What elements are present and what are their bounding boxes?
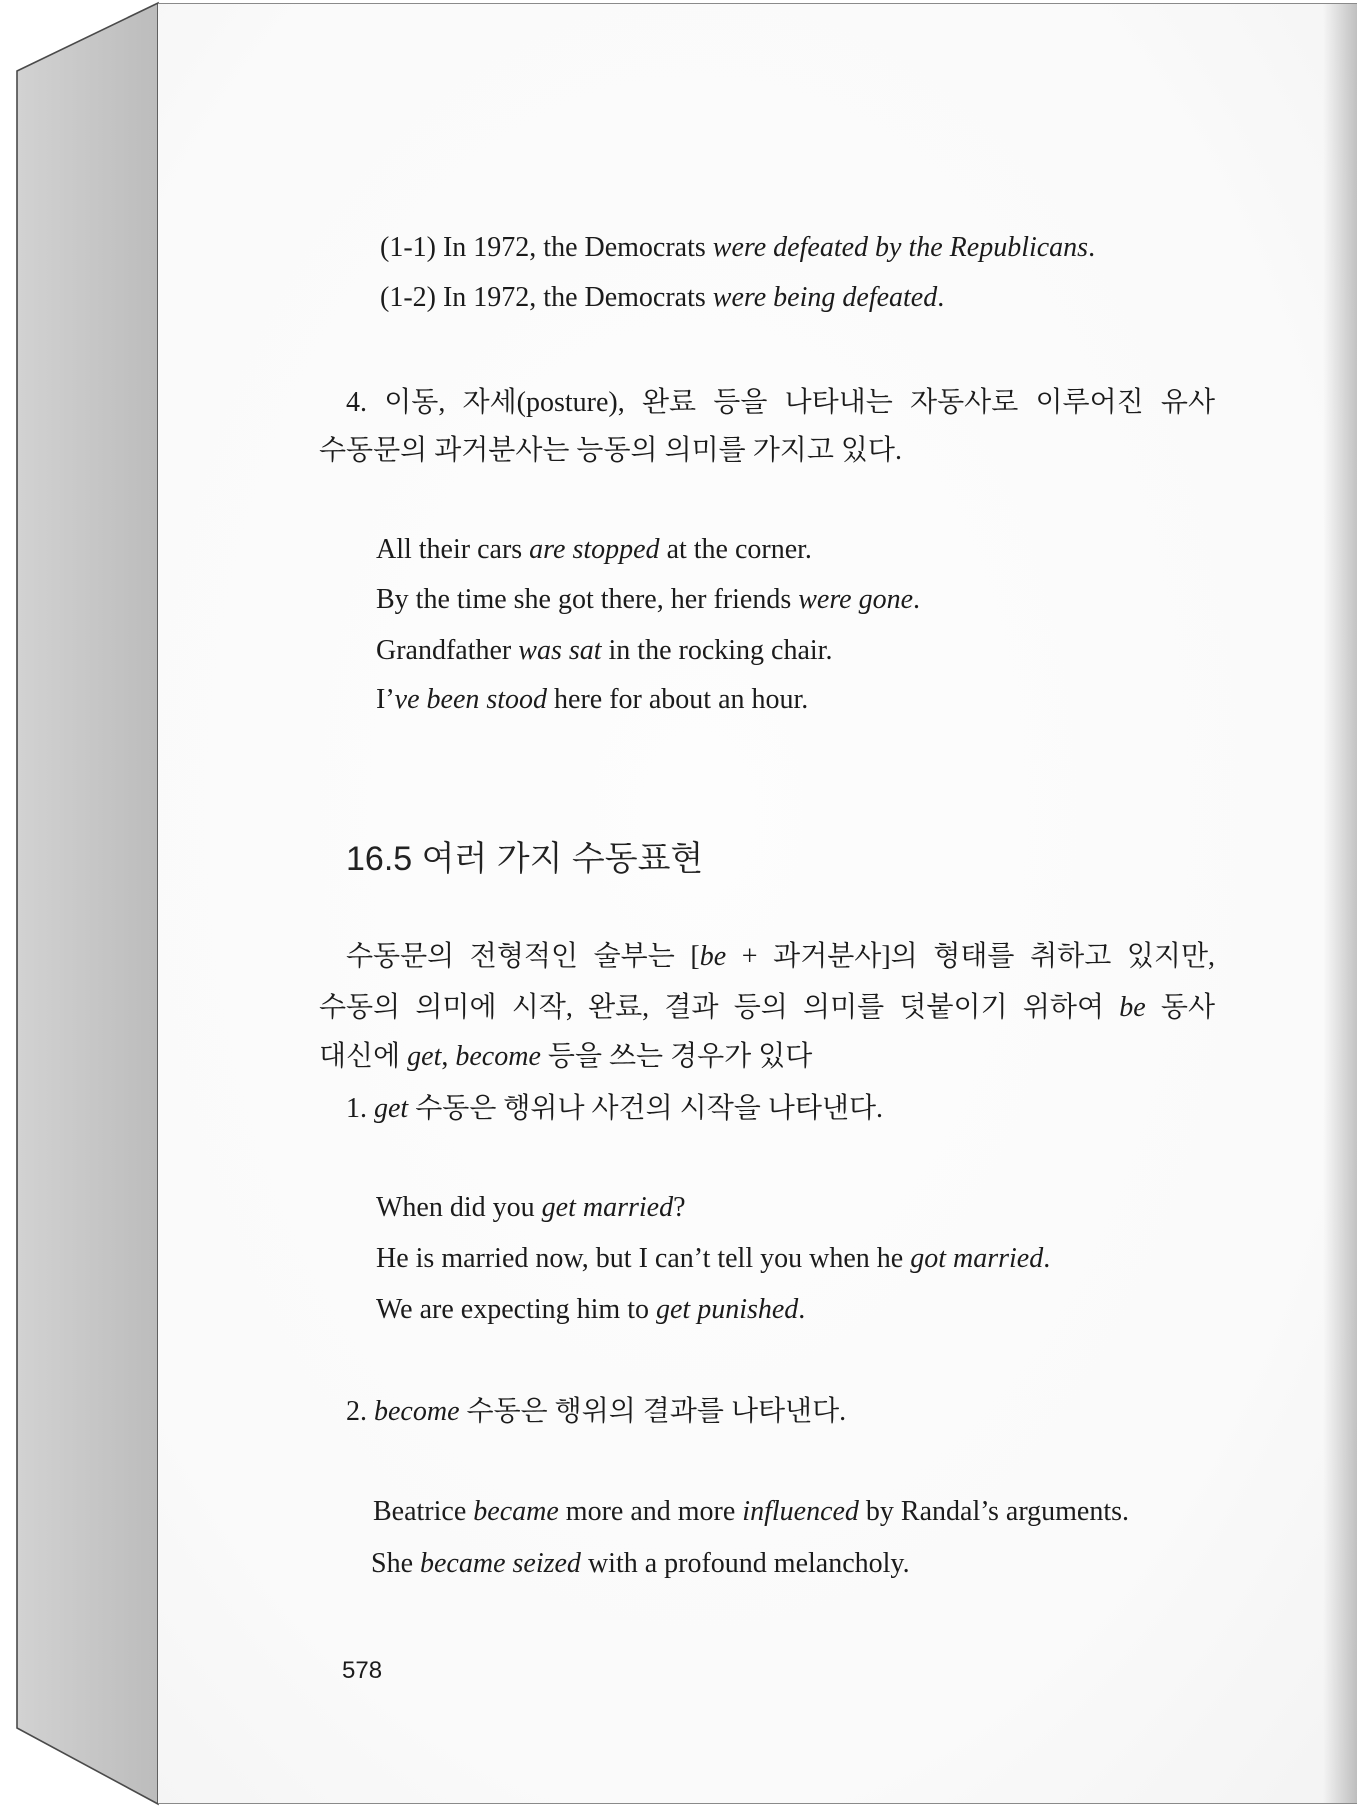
point-2-example-2 <box>371 1546 910 1582</box>
intro-line-2 <box>319 990 1215 1026</box>
example-1-2 <box>380 280 944 316</box>
paragraph-italic-text: get <box>407 1041 442 1072</box>
point-4-example-4 <box>376 682 808 718</box>
book-spine <box>0 0 160 1806</box>
example-italic-text: are stopped <box>529 534 660 565</box>
example-text: ? <box>673 1192 686 1223</box>
example-text: . <box>913 584 921 615</box>
intro-line-3 <box>319 1039 812 1075</box>
paragraph-text: 1. <box>346 1093 374 1124</box>
point-1-example-3 <box>376 1292 805 1328</box>
section-heading: 16.5 여러 가지 수동표현 <box>346 840 704 878</box>
point-1-example-1 <box>376 1190 686 1226</box>
point-4-example-3 <box>376 633 832 669</box>
example-italic-text: get married <box>541 1192 674 1223</box>
point-2-heading <box>346 1394 846 1430</box>
point-4-text-line-2: 수동문의 과거분사는 능동의 의미를 가지고 있다. <box>319 435 902 466</box>
paragraph-italic-text: get <box>374 1093 409 1124</box>
example-text: by Randal’s arguments. <box>858 1496 1130 1527</box>
paragraph-text: 동사 <box>1145 992 1215 1023</box>
point-4-example-1 <box>376 532 812 568</box>
example-italic-text: get punished <box>655 1294 799 1325</box>
point-4-text-line-1: 4. 이동, 자세(posture), 완료 등을 나타내는 자동사로 이루어진 유사 <box>346 387 1215 418</box>
paragraph-text: 수동문의 전형적인 술부는 [ <box>346 941 700 972</box>
example-italic-text: influenced <box>742 1496 859 1527</box>
example-text: (1-1) In 1972, the Democrats <box>380 232 713 263</box>
example-text: . <box>798 1294 806 1325</box>
paragraph-italic-text: be <box>1119 992 1146 1023</box>
paragraph-text: 대신에 <box>319 1041 408 1072</box>
point-1-heading <box>346 1091 883 1127</box>
example-text: more and more <box>558 1496 743 1527</box>
example-italic-text: got married <box>910 1243 1044 1274</box>
example-italic-text: were being defeated <box>712 282 938 313</box>
example-italic-text: became <box>473 1496 559 1527</box>
book-page <box>158 3 1357 1804</box>
example-text: By the time she got there, her friends <box>376 584 799 615</box>
example-text: in the rocking chair. <box>601 635 833 666</box>
page-number: 578 <box>342 1657 383 1684</box>
paragraph-text: 2. <box>346 1396 374 1427</box>
example-text: . <box>1043 1243 1051 1274</box>
paragraph-italic-text: be <box>699 941 727 972</box>
example-italic-text: was sat <box>518 635 602 666</box>
example-1-1 <box>380 230 1095 266</box>
point-1-example-2 <box>376 1241 1050 1277</box>
example-text: When did you <box>376 1192 542 1223</box>
paragraph-text: , <box>441 1041 456 1072</box>
example-text: He is married now, but I can’t tell you when he <box>376 1243 911 1274</box>
example-italic-text: became seized <box>420 1548 581 1579</box>
example-text: Beatrice <box>373 1496 474 1527</box>
paragraph-text: 수동은 행위의 결과를 나타낸다. <box>459 1396 847 1427</box>
example-text: . <box>1088 232 1096 263</box>
point-4-example-2 <box>376 582 920 618</box>
example-text: Grandfather <box>376 635 519 666</box>
paragraph-italic-text: become <box>374 1396 460 1427</box>
point-2-example-1 <box>373 1494 1129 1530</box>
example-text: . <box>937 282 945 313</box>
example-text: here for about an hour. <box>547 684 809 715</box>
example-text: (1-2) In 1972, the Democrats <box>380 282 713 313</box>
example-text: We are expecting him to <box>376 1294 656 1325</box>
example-text: I’ <box>376 684 395 715</box>
example-text: with a profound melancholy. <box>580 1548 910 1579</box>
example-text: She <box>371 1548 420 1579</box>
example-italic-text: were defeated by the Republicans <box>712 232 1089 263</box>
paragraph-text: 수동의 의미에 시작, 완료, 결과 등의 의미를 덧붙이기 위하여 <box>319 992 1120 1023</box>
paragraph-text: 수동은 행위나 사건의 시작을 나타낸다. <box>408 1093 883 1124</box>
example-italic-text: were gone <box>798 584 914 615</box>
paragraph-italic-text: become <box>455 1041 541 1072</box>
example-text: at the corner. <box>659 534 812 565</box>
intro-line-1 <box>346 939 1215 975</box>
paragraph-text: + 과거분사]의 형태를 취하고 있지만, <box>726 941 1215 972</box>
paragraph-text: 등을 쓰는 경우가 있다 <box>540 1041 813 1072</box>
example-italic-text: ve been stood <box>394 684 548 715</box>
example-text: All their cars <box>376 534 530 565</box>
